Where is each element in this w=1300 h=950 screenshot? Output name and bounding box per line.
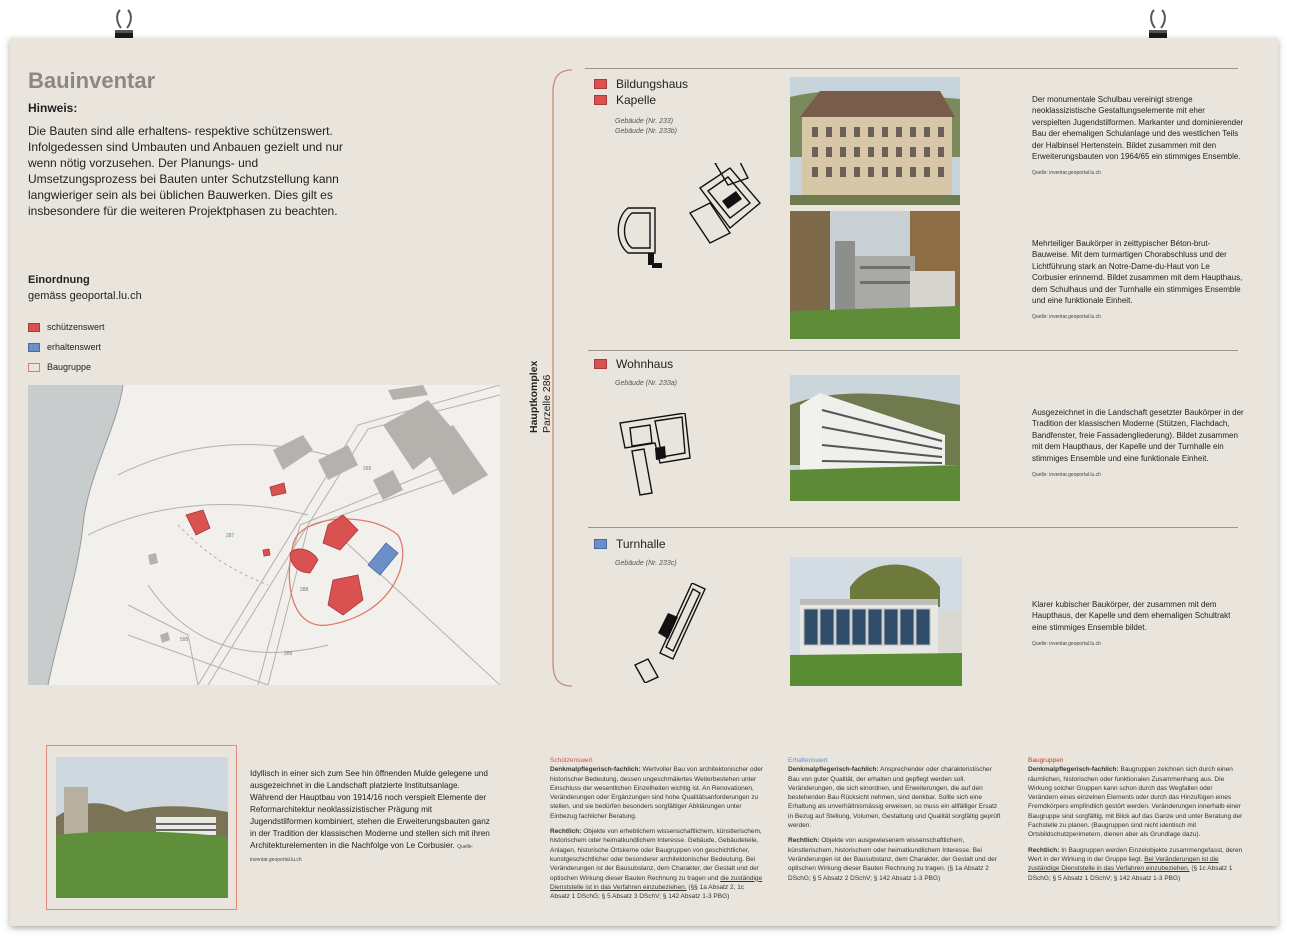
divider	[588, 350, 1238, 351]
intro-text-block	[250, 768, 490, 866]
protected-swatch	[594, 79, 607, 89]
legend-item-group	[28, 357, 105, 377]
legal-label: Rechtlich:	[1028, 846, 1060, 854]
legal-references: (§§ 1a Absatz 2, 1c Absatz 1 DSchG; § 5 Absatz 3 DSchV; § 142 Absatz 1-3 PBG)	[550, 883, 745, 901]
site-map	[28, 385, 500, 685]
building-name-label: Turnhalle	[616, 537, 666, 551]
description-bildungshaus	[1032, 94, 1244, 180]
legend-item-protected	[28, 317, 105, 337]
legal-text: Objekte von ausgewiesenem wissenschaftlichem, künstlerischem, historischem oder heimatkundlichem Interesse. Bei Veränderungen ist der Bausubstanz, dem Charakter, der Gestalt und der optischen Wirkung dieser Bauten Rechnung zu tragen. (§ 1a Absatz 2 DSchG; § 5 Absatz 2 DSchV; § 142 Absatz 1-3 PBG)	[788, 837, 997, 882]
legal-maintained	[788, 756, 1003, 889]
description-text: Ausgezeichnet in die Landschaft gesetzter Baukörper in der Tradition der klassischen Moderne (Stützen, Flachdach, Bandfenster, freie Fassadengliederung). Bildet zusammen mit dem Haupthaus, der Kapelle und der Turnhalle ein stimmiges Ensemble und eine funktionale Einheit.	[1032, 408, 1244, 463]
building-name-label: Kapelle	[616, 93, 657, 107]
parcel-label: 288	[300, 587, 309, 593]
photo-bildungshaus	[790, 77, 960, 205]
complex-parcel: Parzelle 286	[541, 374, 553, 433]
building-name-label: Bildungshaus	[616, 77, 689, 91]
building-number: Gebäude (Nr. 233a)	[615, 380, 677, 387]
building-name-turnhalle	[594, 537, 666, 551]
legal-text: In Baugruppen werden Einzelobjekte zusammengefasst, deren Wert in der Wirkung in der Gruppe liegt.	[1028, 846, 1243, 863]
description-text: Der monumentale Schulbau vereinigt strenge neoklassizistische Gestaltungselemente mit eher verspielten Jugendstilformen. Markanter und dominierender Bau der ehemaligen Schulanlage und des westlichen Teils der Halbinsel Hertenstein. Bildet zusammen mit den Erweiterungsbauten von 1964/65 ein stimmiges Ensemble.	[1032, 95, 1244, 162]
photo-kapelle	[790, 211, 960, 339]
description-source: Quelle: inventar.geoportal.lu.ch	[1032, 472, 1101, 479]
description-wohnhaus	[1032, 407, 1244, 481]
parcel-label: 287	[226, 533, 235, 539]
classification-heading: Einordnung	[28, 274, 90, 286]
hint-text: Die Bauten sind alle erhaltens- respektive schützenswert. Infolgedessen sind Umbauten und Anbauen gezielt und nur wenn nötig vorzusehen. Der Planungs- und Umsetzungsprozess bei Bauten unter Schutzstellung kann langwieriger sein als bei üblichen Bauwerken. Dies gilt es insbesondere für die weiteren Projektphasen zu beachten.	[28, 124, 343, 218]
legal-references: (§ 1c Absatz 1 DSchG; § 5 Absatz 1 DSchV; § 142 Absatz 1-3 PBG)	[1028, 865, 1233, 882]
building-number: Gebäude (Nr. 233)	[615, 118, 674, 125]
legal-text: Objekte von erheblichem wissenschaftlichem, künstlerischem, historischem oder heimatkundlichem Interesse. Gebäude, Gebäudeteile, Anlagen, historische Ortskerne oder Baugruppen von geschichtlicher, kunstgeschichtlicher oder besonderer architektonischer Bedeutung. Bei Veränderungen ist der Bausubstanz, dem Charakter, der Gestalt und der optischen Wirkung dieser Bauten Rechnung zu tragen und	[550, 828, 762, 882]
description-kapelle	[1032, 238, 1244, 324]
group-swatch	[28, 363, 40, 372]
floor-plan-turnhalle	[630, 583, 710, 683]
description-turnhalle	[1032, 599, 1244, 651]
maintained-swatch	[28, 343, 40, 352]
intro-text: Idyllisch in einer sich zum See hin öffnenden Mulde gelegene und ausgezeichnet in die Landschaft platzierte Institutsanlage. Während der Hauptbau von 1914/16 noch verspielt Elemente der Reformarchitektur neoklassizistischer Prägung mit Jugendstilformen kombiniert, stehen die Erweiterungsbauten ganz in der Tradition der klassischen Moderne und stellen sich mit ihren Architekturelementen in die Nachfolge von Le Corbusier.	[250, 769, 490, 850]
parcel-label: 265	[363, 466, 372, 472]
legal-emphasis: Bei Veränderungen ist die zuständige Dienststelle in das Verfahren einzubeziehen.	[1028, 855, 1219, 873]
description-source: Quelle: inventar.geoportal.lu.ch	[1032, 170, 1101, 177]
legend-item-maintained	[28, 337, 105, 357]
description-text: Mehrteiliger Baukörper in zeittypischer Béton-brut-Bauweise. Mit dem turmartigen Chorabschluss und der Lichtführung stark an Notre-Dame-du-Haut von Le Corbusier erinnernd. Bildet zusammen mit dem Haupthaus, dem Schulhaus und der Turnhalle ein stimmiges Ensemble und eine funktionale Einheit.	[1032, 239, 1243, 306]
protected-swatch	[594, 359, 607, 369]
poster-sheet	[10, 38, 1278, 926]
complex-label	[528, 361, 554, 433]
legal-group	[1028, 756, 1243, 889]
building-name-label: Wohnhaus	[616, 357, 674, 371]
hint-heading: Hinweis:	[28, 101, 78, 115]
legal-heading: Erhaltenswert	[788, 757, 828, 764]
legal-label: Denkmalpflegerisch-fachlich:	[550, 766, 641, 774]
building-name-wohnhaus	[594, 357, 673, 371]
building-number: Gebäude (Nr. 233c)	[615, 560, 677, 567]
legend-label: Baugruppe	[47, 362, 92, 372]
building-numbers	[615, 117, 677, 137]
overview-photo-frame	[46, 745, 237, 910]
maintained-swatch	[594, 539, 607, 549]
legend-label: erhaltenswert	[47, 342, 102, 352]
legal-label: Rechtlich:	[550, 828, 582, 836]
building-name-kapelle	[594, 93, 656, 107]
parcel-label: 289	[284, 651, 293, 657]
complex-title: Hauptkomplex	[528, 360, 540, 433]
protected-swatch	[28, 323, 40, 332]
building-name-bildungshaus	[594, 77, 688, 91]
classification-subheading: gemäss geoportal.lu.ch	[28, 290, 142, 302]
legal-protected	[550, 756, 765, 907]
divider	[588, 527, 1238, 528]
floor-plan-wohnhaus	[610, 413, 700, 498]
photo-turnhalle	[790, 557, 962, 686]
legal-label: Denkmalpflegerisch-fachlich:	[1028, 766, 1119, 774]
photo-wohnhaus	[790, 375, 960, 501]
description-source: Quelle: inventar.geoportal.lu.ch	[1032, 641, 1101, 648]
legal-heading: Schützenswert	[550, 757, 593, 764]
parcel-label: 595	[180, 637, 189, 643]
legal-heading: Baugruppen	[1028, 757, 1064, 764]
page-title: Bauinventar	[28, 68, 156, 93]
building-number: Gebäude (Nr. 233b)	[615, 128, 677, 135]
intro-source: Quelle: inventar.geoportal.lu.ch	[250, 844, 473, 863]
overview-photo	[56, 757, 228, 898]
floor-plan-bildungshaus-kapelle	[610, 163, 770, 273]
legend	[28, 317, 105, 377]
legal-label: Rechtlich:	[788, 837, 820, 845]
legend-label: schützenswert	[47, 322, 105, 332]
legal-text: Ansprechender oder charakteristischer Bau von guter Qualität, der erhalten und gepflegt werden soll. Veränderungen, die sich einordnen, und Erweiterungen, die auf den bestehenden Bau Rücksicht nehmen, sind denkbar. Sollte sich eine Erhaltung als unverhältnismässig erweisen, so muss ein allfälliger Ersatz in Bezug auf Stellung, Volumen, Gestaltung und Qualität sorgfältig geprüft werden.	[788, 766, 1001, 830]
legal-label: Denkmalpflegerisch-fachlich:	[788, 766, 879, 774]
legal-text: Wertvoller Bau von architektonischer oder historischer Bedeutung, dessen ungeschmälertes Weiterbestehen unter Einschluss der wesentlichen Einzelheiten wichtig ist. An Renovationen, Veränderungen oder Ergänzungen sind hohe Qualitätsanforderungen zu stellen, und sie bedürfen besonders sorgfältiger Abklärungen unter Einbezug fachlicher Beratung.	[550, 766, 764, 820]
legal-text: Baugruppen zeichnen sich durch einen räumlichen, historischen oder funktionalen Zusammenhang aus. Die Wirkung solcher Gruppen kann schon durch das Wegfallen oder Verändern eines einzelnen Elements oder durch das Hinzufügen eines Fremdkörpers empfindlich gestört werden. Veränderungen innerhalb einer Baugruppe sind sorgfältig, mit Blick auf das Ganze und unter Beratung der Fachstelle zu planen. (Baugruppen sind nicht identisch mit Ortsbildschutzperimetern, dienen aber als Grundlage dazu).	[1028, 766, 1243, 839]
protected-swatch	[594, 95, 607, 105]
description-source: Quelle: inventar.geoportal.lu.ch	[1032, 314, 1101, 321]
divider	[585, 68, 1238, 69]
description-text: Klarer kubischer Baukörper, der zusammen mit dem Haupthaus, der Kapelle und dem ehemaligen Schultrakt eine stimmiges Ensemble bildet.	[1032, 600, 1231, 632]
legal-emphasis: die zuständige Dienststelle ist in das Verfahren einzubeziehen.	[550, 874, 763, 891]
